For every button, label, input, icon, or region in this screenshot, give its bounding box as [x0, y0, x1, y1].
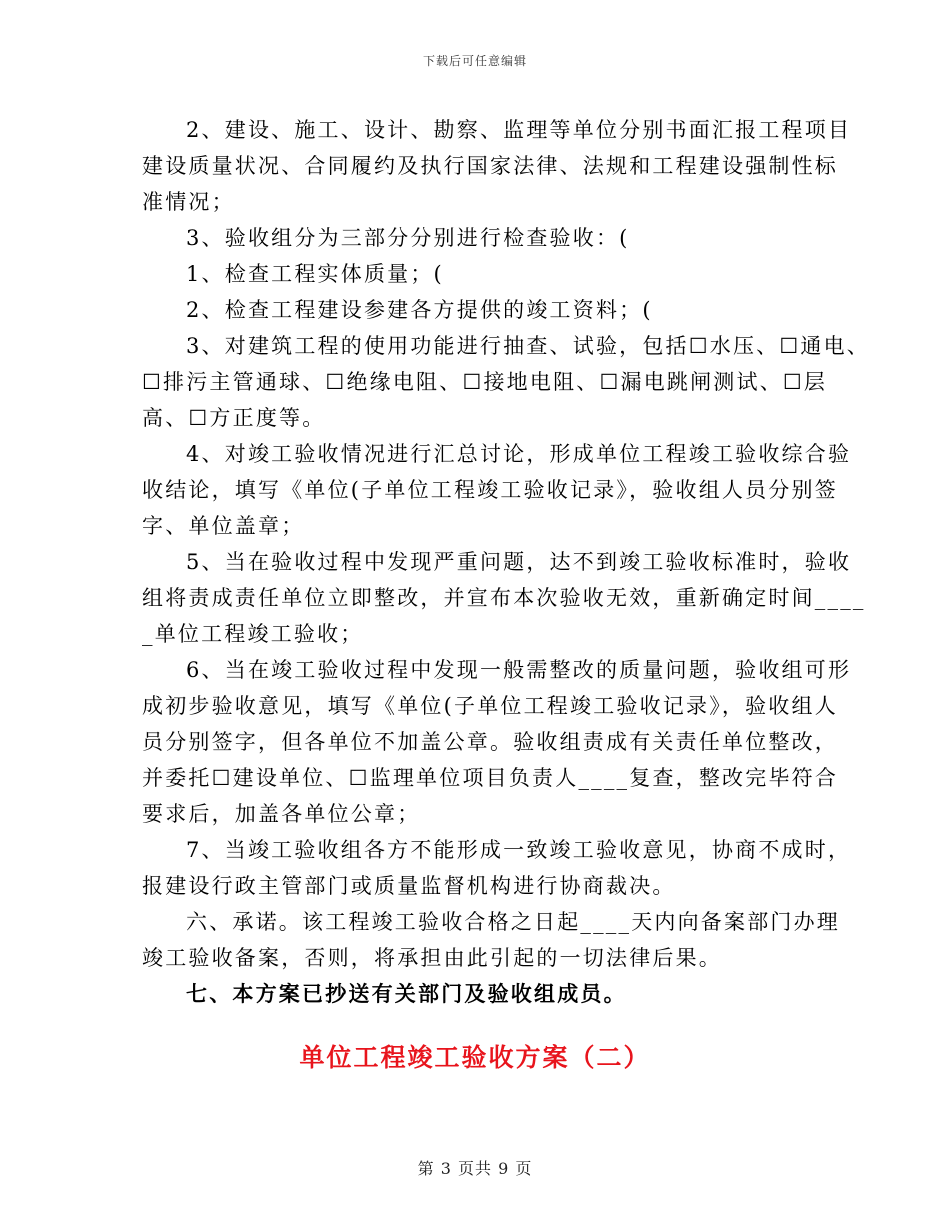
paragraph — [142, 832, 852, 904]
paragraph-line: ☐排污主管通球、☐绝缘电阻、☐接地电阻、☐漏电跳闸测试、☐层 — [142, 370, 828, 394]
paragraph-line: 七、本方案已抄送有关部门及验收组成员。 — [186, 981, 627, 1006]
page-footer: 第 3 页共 9 页 — [417, 1159, 533, 1178]
paragraph-line: 收结论，填写《单位(子单位工程竣工验收记录》，验收组人员分别签 — [142, 478, 838, 502]
paragraph-line: 2、检查工程建设参建各方提供的竣工资料；( — [186, 298, 653, 322]
paragraph-line: 5、当在验收过程中发现严重问题，达不到竣工验收标准时，验收 — [186, 550, 852, 574]
paragraph-line: 高、☐方正度等。 — [142, 406, 326, 430]
document-body — [142, 112, 871, 1012]
paragraph-line: 成初步验收意见，填写《单位(子单位工程竣工验收记录》，验收组人 — [142, 694, 838, 718]
paragraph-line: 员分别签字，但各单位不加盖公章。验收组责成有关责任单位整改， — [142, 730, 838, 754]
page-header: 下载后可任意编辑 — [422, 54, 527, 68]
paragraph — [142, 328, 871, 436]
paragraph-line: 7、当竣工验收组各方不能形成一致竣工验收意见，协商不成时， — [186, 838, 852, 862]
paragraph-line: 3、验收组分为三部分分别进行检查验收：( — [186, 226, 630, 250]
paragraph-line: 1、检查工程实体质量；( — [186, 262, 444, 286]
paragraph-line: 组将责成责任单位立即整改，并宣布本次验收无效，重新确定时间____ — [142, 586, 866, 610]
paragraph-line: 6、当在竣工验收过程中发现一般需整改的质量问题，验收组可形 — [186, 658, 852, 682]
paragraph-line: 3、对建筑工程的使用功能进行抽查、试验，包括☐水压、☐通电、 — [186, 334, 871, 358]
paragraph — [142, 292, 814, 328]
section-title: 单位工程竣工验收方案（二） — [299, 1043, 651, 1072]
paragraph-bold — [142, 976, 814, 1012]
paragraph — [142, 256, 814, 292]
paragraph-line: 竣工验收备案，否则，将承担由此引起的一切法律后果。 — [142, 946, 722, 970]
paragraph — [142, 652, 852, 832]
paragraph — [142, 220, 814, 256]
paragraph-line: 建设质量状况、合同履约及执行国家法律、法规和工程建设强制性标 — [142, 154, 838, 178]
paragraph — [142, 904, 840, 976]
paragraph-line: 字、单位盖章； — [142, 514, 305, 538]
paragraph-line: _单位工程竣工验收； — [142, 622, 364, 646]
paragraph-line: 准情况； — [142, 190, 235, 214]
paragraph-line: 要求后，加盖各单位公章； — [142, 802, 421, 826]
paragraph-line: 2、建设、施工、设计、勘察、监理等单位分别书面汇报工程项目 — [186, 118, 852, 142]
paragraph-line: 报建设行政主管部门或质量监督机构进行协商裁决。 — [142, 874, 676, 898]
paragraph-line: 六、承诺。该工程竣工验收合格之日起____天内向备案部门办理 — [186, 910, 840, 934]
paragraph — [142, 436, 852, 544]
paragraph — [142, 544, 866, 652]
paragraph-line: 4、对竣工验收情况进行汇总讨论，形成单位工程竣工验收综合验 — [186, 442, 852, 466]
paragraph-line: 并委托☐建设单位、☐监理单位项目负责人____复查，整改完毕符合 — [142, 766, 839, 790]
paragraph — [142, 112, 852, 220]
